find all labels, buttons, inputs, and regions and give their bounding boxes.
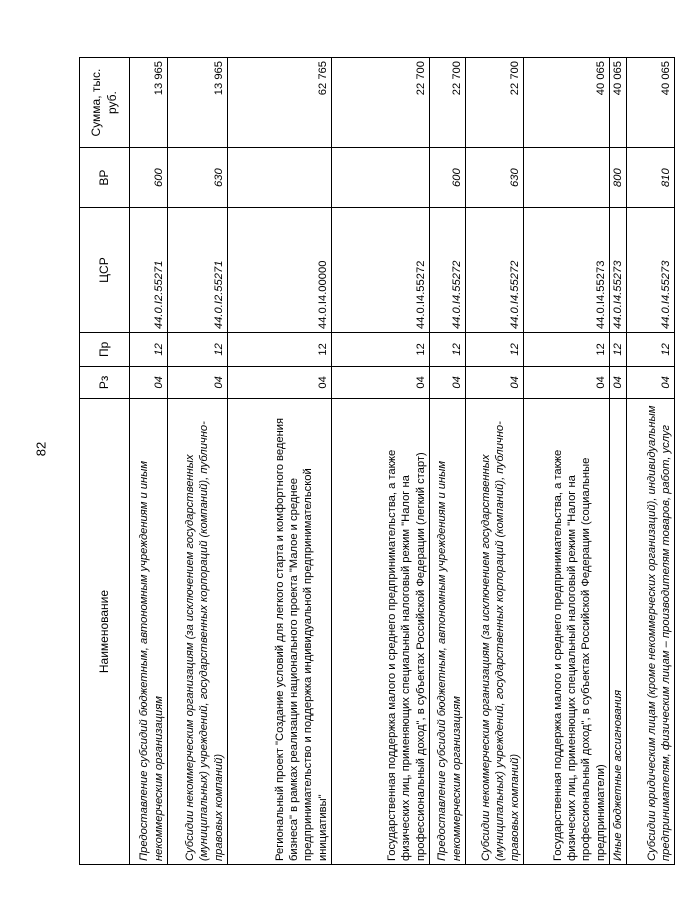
- cell-sum: 22 700: [430, 58, 466, 148]
- table-row: [610, 58, 627, 865]
- table-row: [168, 58, 228, 865]
- table-row: [524, 58, 610, 865]
- cell-rz: 04: [430, 366, 466, 398]
- cell-pr: 12: [332, 333, 430, 367]
- table-row: [332, 58, 430, 865]
- cell-sum: 22 700: [466, 58, 524, 148]
- table-row: [130, 58, 168, 865]
- table-row: [627, 58, 675, 865]
- cell-rz: 04: [524, 366, 610, 398]
- cell-csr: 44.0.I4.55273: [524, 208, 610, 333]
- cell-csr: 44.0.I4.55272: [332, 208, 430, 333]
- cell-sum: 13 965: [168, 58, 228, 148]
- cell-csr: 44.0.I4.55273: [627, 208, 675, 333]
- cell-name: Иные бюджетные ассигнования: [610, 399, 627, 865]
- cell-pr: 12: [610, 333, 627, 367]
- cell-csr: 44.0.I4.55273: [610, 208, 627, 333]
- cell-vr: 600: [430, 148, 466, 208]
- cell-sum: 13 965: [130, 58, 168, 148]
- cell-sum: 40 065: [524, 58, 610, 148]
- header-pr: Пр: [80, 333, 130, 367]
- table-row: [228, 58, 332, 865]
- header-name: Наименование: [80, 399, 130, 865]
- cell-csr: 44.0.I4.55272: [430, 208, 466, 333]
- cell-rz: 04: [168, 366, 228, 398]
- cell-name: Государственная поддержка малого и среднего предпринимательства, а также физических лиц, применяющих специальный налоговый режим "Налог на профессиональный доход", в субъектах Российской Федерации (социальные предприниматели): [524, 399, 610, 865]
- cell-pr: 12: [627, 333, 675, 367]
- cell-vr: 630: [168, 148, 228, 208]
- cell-name: Региональный проект "Создание условий для легкого старта и комфортного ведения бизнеса" в рамках реализации национального проекта "Малое и среднее предпринимательство и поддержка индивидуальной предпринимательской инициативы": [228, 399, 332, 865]
- cell-vr: [524, 148, 610, 208]
- cell-vr: 810: [627, 148, 675, 208]
- cell-csr: 44.0.I4.55272: [466, 208, 524, 333]
- cell-pr: 12: [130, 333, 168, 367]
- page-number: 82: [33, 441, 49, 457]
- cell-pr: 12: [466, 333, 524, 367]
- cell-csr: 44.0.I2.55271: [130, 208, 168, 333]
- cell-name: Предоставление субсидий бюджетным, автономным учреждениям и иным некоммерческим организациям: [430, 399, 466, 865]
- cell-sum: 40 065: [627, 58, 675, 148]
- cell-rz: 04: [466, 366, 524, 398]
- header-rz: Рз: [80, 366, 130, 398]
- rotated-table-wrapper: [79, 57, 672, 865]
- cell-pr: 12: [430, 333, 466, 367]
- cell-rz: 04: [130, 366, 168, 398]
- cell-sum: 40 065: [610, 58, 627, 148]
- cell-sum: 22 700: [332, 58, 430, 148]
- cell-name: Предоставление субсидий бюджетным, автономным учреждениям и иным некоммерческим организациям: [130, 399, 168, 865]
- header-sum: Сумма, тыс. руб.: [80, 58, 130, 148]
- cell-name: Субсидии некоммерческим организациям (за исключением государственных (муниципальных) учреждений, государственных корпораций (компаний), публично-правовых компаний): [466, 399, 524, 865]
- cell-csr: 44.0.I4.00000: [228, 208, 332, 333]
- header-vr: ВР: [80, 148, 130, 208]
- cell-vr: 800: [610, 148, 627, 208]
- table-row: [430, 58, 466, 865]
- cell-name: Государственная поддержка малого и среднего предпринимательства, а также физических лиц, применяющих специальный налоговый режим "Налог на профессиональный доход", в субъектах Российской Федерации (легкий старт): [332, 399, 430, 865]
- cell-vr: 600: [130, 148, 168, 208]
- header-csr: ЦСР: [80, 208, 130, 333]
- cell-pr: 12: [228, 333, 332, 367]
- cell-rz: 04: [610, 366, 627, 398]
- table-header-row: [80, 58, 130, 865]
- cell-rz: 04: [627, 366, 675, 398]
- cell-name: Субсидии некоммерческим организациям (за исключением государственных (муниципальных) учреждений, государственных корпораций (компаний), публично-правовых компаний): [168, 399, 228, 865]
- cell-sum: 62 765: [228, 58, 332, 148]
- cell-rz: 04: [228, 366, 332, 398]
- cell-vr: [332, 148, 430, 208]
- cell-rz: 04: [332, 366, 430, 398]
- budget-table: [79, 57, 675, 865]
- cell-pr: 12: [168, 333, 228, 367]
- cell-pr: 12: [524, 333, 610, 367]
- cell-name: Субсидии юридическим лицам (кроме некоммерческих организаций), индивидуальным предпринимателям, физическим лицам – производителям товаров, работ, услуг: [627, 399, 675, 865]
- table-row: [466, 58, 524, 865]
- cell-vr: [228, 148, 332, 208]
- cell-csr: 44.0.I2.55271: [168, 208, 228, 333]
- cell-vr: 630: [466, 148, 524, 208]
